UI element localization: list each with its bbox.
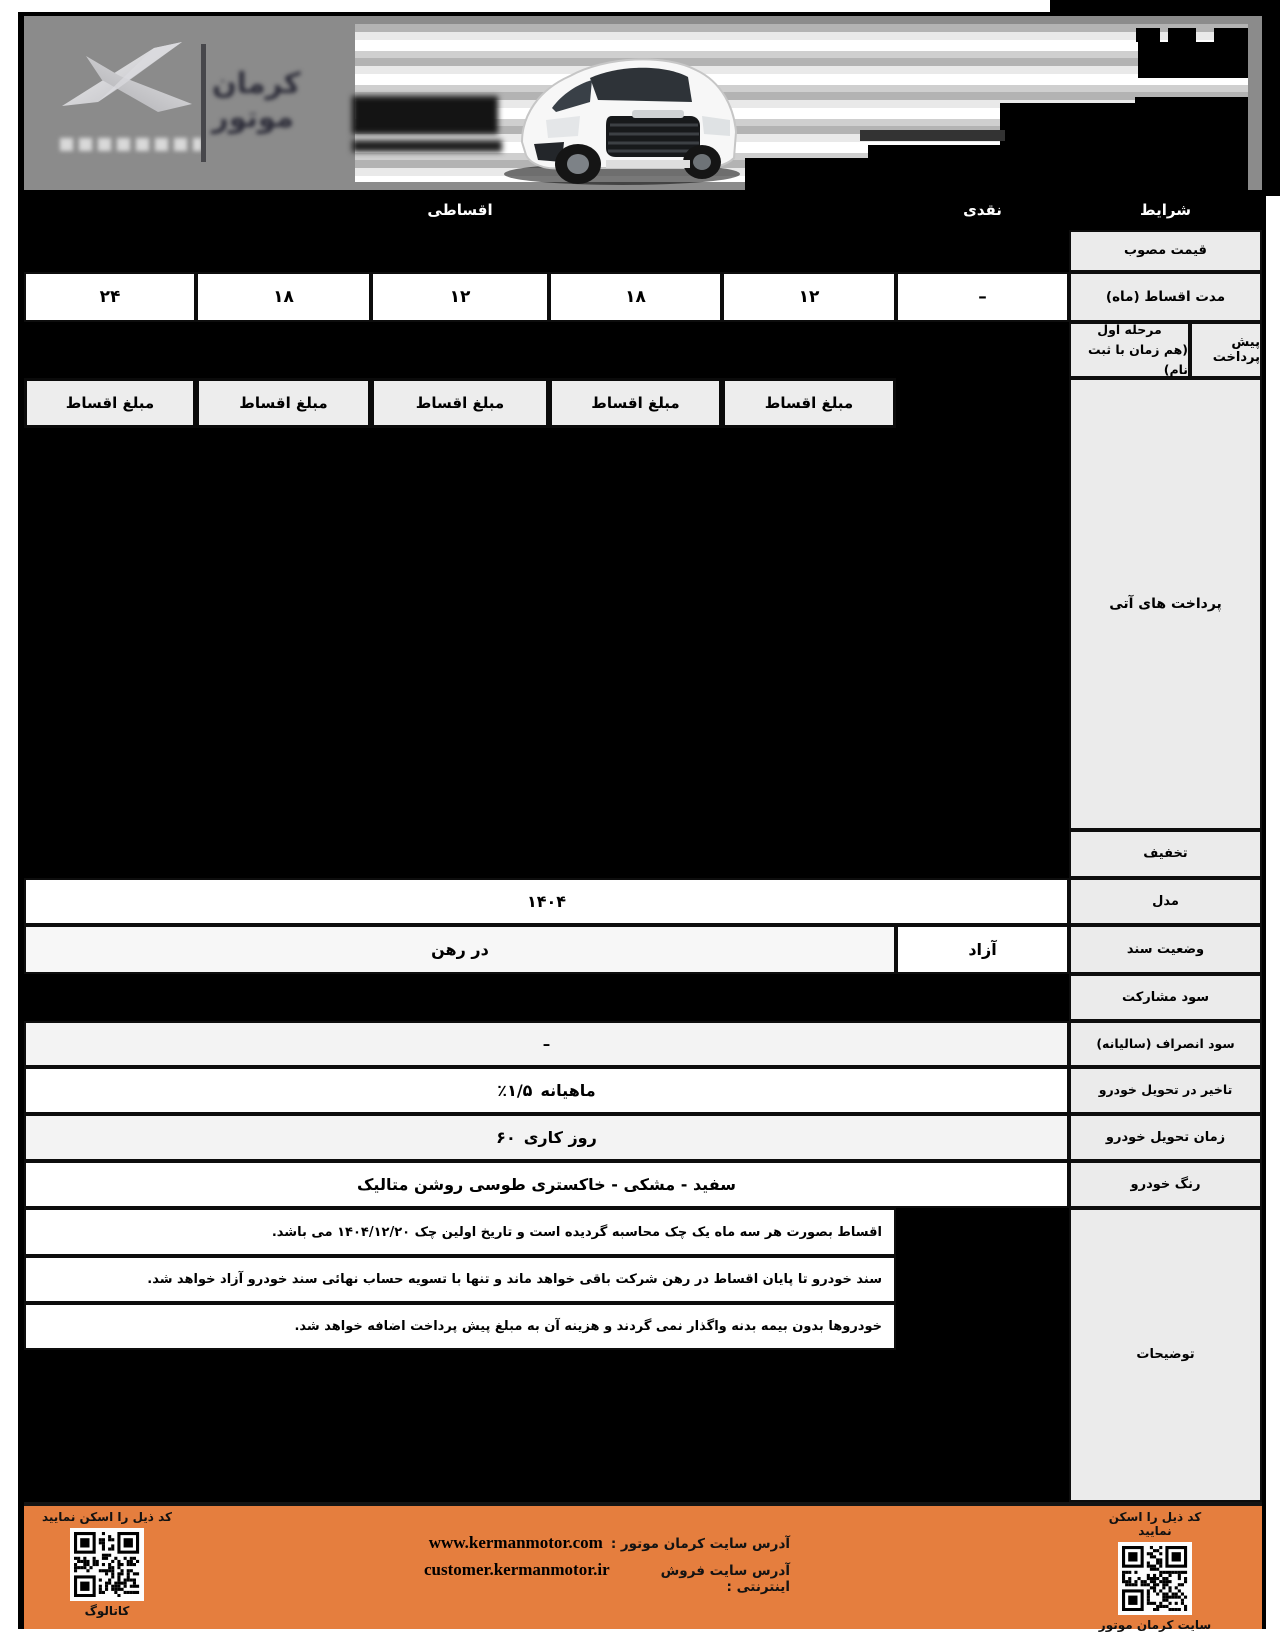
online-sales-url-link[interactable]: customer.kermanmotor.ir bbox=[424, 1560, 610, 1579]
site-qr-code bbox=[1118, 1542, 1191, 1615]
redaction-block bbox=[1000, 103, 1140, 163]
row-label-future-payments: پرداخت های آتی bbox=[1069, 378, 1262, 830]
row-label-notes: توضیحات bbox=[1069, 1208, 1262, 1502]
delivery-time-value bbox=[24, 1114, 1069, 1161]
model-value: ۱۴۰۴ bbox=[24, 878, 1069, 925]
delay-penalty-unit: ماهیانه bbox=[540, 1081, 596, 1100]
blurred-text-block bbox=[352, 96, 498, 134]
row-label-installment-months: مدت اقساط (ماه) bbox=[1069, 272, 1262, 322]
redaction-block bbox=[1214, 28, 1248, 42]
footer-bar bbox=[24, 1502, 1262, 1632]
delivery-time-number: ۶۰ bbox=[496, 1128, 516, 1147]
scan-caption: کد ذیل را اسکن نمایید bbox=[1108, 1510, 1202, 1538]
installment-amount-cell: مبلغ اقساط bbox=[549, 378, 722, 428]
catalog-caption: کاتالوگ bbox=[84, 1604, 130, 1619]
row-label-partnership-interest: سود مشارکت bbox=[1069, 974, 1262, 1021]
months-plan-value: ۱۲ bbox=[722, 272, 896, 322]
blurred-text-block bbox=[352, 140, 502, 152]
redaction-block bbox=[1136, 28, 1160, 42]
redaction-block bbox=[860, 130, 1005, 141]
delay-penalty-value bbox=[24, 1067, 1069, 1114]
installment-amount-cell: مبلغ اقساط bbox=[722, 378, 896, 428]
footer-links bbox=[424, 1533, 790, 1595]
website-label: آدرس سایت کرمان موتور : bbox=[610, 1536, 790, 1552]
car-image bbox=[494, 24, 752, 188]
catalog-qr-code bbox=[70, 1528, 143, 1601]
down-payment-label: پیش پرداخت bbox=[1190, 322, 1262, 378]
header-banner bbox=[24, 16, 1262, 190]
months-plan-value: ۲۴ bbox=[24, 272, 196, 322]
row-label-approved-price: قیمت مصوب bbox=[1069, 230, 1262, 272]
site-caption: سایت کرمان موتور bbox=[1098, 1618, 1212, 1632]
row-label-cancellation-interest: سود انصراف (سالیانه) bbox=[1069, 1021, 1262, 1067]
online-sales-label: آدرس سایت فروش اینترنتی : bbox=[660, 1563, 790, 1595]
row-label-delivery-time: زمان تحویل خودرو bbox=[1069, 1114, 1262, 1161]
months-plan-value: ۱۸ bbox=[196, 272, 371, 322]
installment-amount-cell: مبلغ اقساط bbox=[24, 378, 196, 428]
kmc-logo-icon bbox=[58, 40, 200, 132]
note-line: اقساط بصورت هر سه ماه یک چک محاسبه گردیده است و تاریخ اولین چک ۱۴۰۴/۱۲/۲۰ می باشد. bbox=[24, 1208, 896, 1256]
months-plan-value: ۱۸ bbox=[549, 272, 722, 322]
redaction-block bbox=[1168, 28, 1196, 42]
conditions-table bbox=[24, 190, 1262, 1502]
row-label-down-payment bbox=[1069, 322, 1262, 378]
note-line: سند خودرو تا پایان اقساط در رهن شرکت باقی خواهد ماند و تنها با تسویه حساب نهائی سند خودرو آزاد خواهد شد. bbox=[24, 1256, 896, 1303]
months-cash-value: – bbox=[896, 272, 1069, 322]
footer-site-block bbox=[1090, 1510, 1220, 1632]
header-divider bbox=[201, 44, 206, 162]
row-label-model: مدل bbox=[1069, 878, 1262, 925]
installment-amount-cell: مبلغ اقساط bbox=[196, 378, 371, 428]
document-status-installments-value: در رهن bbox=[24, 925, 896, 974]
blurred-logo-wordmark bbox=[60, 138, 202, 151]
down-payment-stage-label: مرحله اول (هم زمان با ثبت نام) bbox=[1069, 322, 1190, 378]
table-header-installments: اقساطی bbox=[427, 201, 493, 219]
redaction-block bbox=[1138, 42, 1248, 78]
months-plan-value: ۱۲ bbox=[371, 272, 549, 322]
row-label-discount: تخفیف bbox=[1069, 830, 1262, 878]
table-header-cash: نقدی bbox=[963, 201, 1002, 219]
document-status-cash-value: آزاد bbox=[896, 925, 1069, 974]
table-header-conditions: شرایط bbox=[1140, 201, 1191, 219]
scan-caption: کد ذیل را اسکن نمایید bbox=[41, 1510, 173, 1524]
row-label-delay-penalty: تاخیر در تحویل خودرو bbox=[1069, 1067, 1262, 1114]
brand-calligraphy: کرمان موتور bbox=[212, 66, 301, 134]
delay-penalty-rate: ٪۱/۵ bbox=[497, 1081, 533, 1100]
note-line: خودروها بدون بیمه بدنه واگذار نمی گردند و هزینه آن به مبلغ پیش پرداخت اضافه خواهد شد. bbox=[24, 1303, 896, 1350]
installment-amount-cell: مبلغ اقساط bbox=[371, 378, 549, 428]
car-color-value: سفید - مشکی - خاکستری طوسی روشن متالیک bbox=[24, 1161, 1069, 1208]
delivery-time-unit: روز کاری bbox=[523, 1128, 597, 1147]
row-label-car-color: رنگ خودرو bbox=[1069, 1161, 1262, 1208]
redaction-block bbox=[745, 158, 1248, 190]
redaction-block bbox=[1262, 0, 1280, 196]
redaction-block bbox=[1050, 0, 1280, 15]
cancellation-interest-value: – bbox=[24, 1021, 1069, 1067]
footer-catalog-block bbox=[32, 1510, 182, 1618]
row-label-document-status: وضعیت سند bbox=[1069, 925, 1262, 974]
website-url-link[interactable]: www.kermanmotor.com bbox=[428, 1533, 603, 1552]
